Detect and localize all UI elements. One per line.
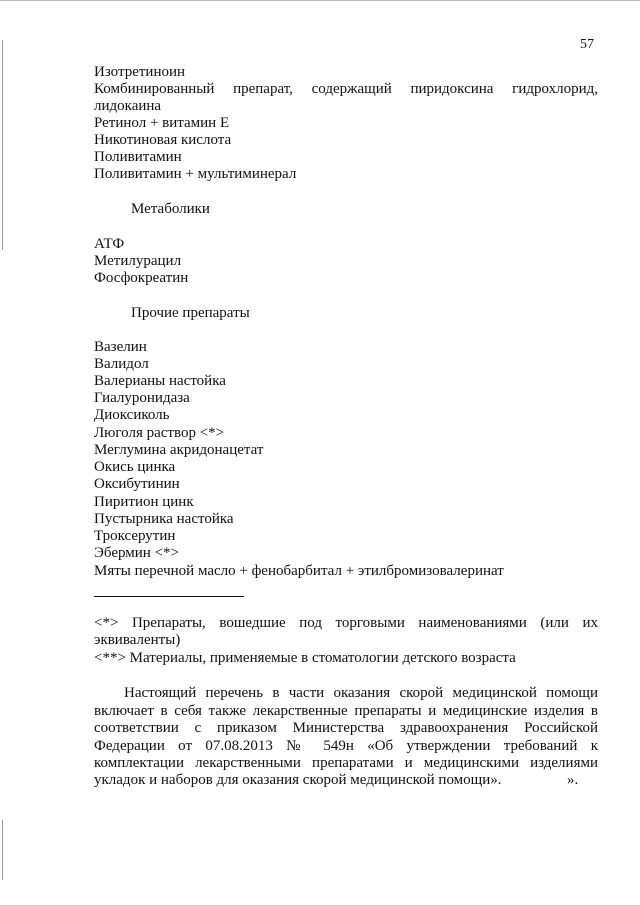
list-item: Изотретиноин — [94, 64, 186, 80]
closing-paragraph-line: включает в себя также лекарственные препараты и медицинские изделия в — [94, 703, 598, 719]
list-item: Фосфокреатин — [94, 270, 189, 286]
section-heading-other: Прочие препараты — [131, 305, 250, 321]
list-item: АТФ — [94, 236, 125, 252]
footnote-1-continued: эквиваленты) — [94, 632, 181, 648]
footnote-1: <*> Препараты, вошедшие под торговыми наименованиями (или их — [94, 615, 598, 631]
list-item: Оксибутинин — [94, 476, 180, 492]
list-item: Окись цинка — [94, 459, 176, 475]
closing-paragraph-line: комплектации лекарственными препаратами и медицинскими изделиями — [94, 755, 598, 771]
scan-left-edge-mark — [2, 40, 3, 250]
closing-paragraph-line: Федерации от 07.08.2013 № 549н «Об утверждении требований к — [94, 738, 598, 754]
footnote-2: <**> Материалы, применяемые в стоматологии детского возраста — [94, 650, 516, 666]
page-number: 57 — [580, 37, 594, 52]
list-item: Эбермин <*> — [94, 545, 179, 561]
list-item: Пиритион цинк — [94, 494, 194, 510]
section-heading-metabolics: Метаболики — [131, 201, 210, 217]
list-item: Ретинол + витамин Е — [94, 115, 230, 131]
list-item: Гиалуронидаза — [94, 390, 190, 406]
list-item: Пустырника настойка — [94, 511, 234, 527]
scan-top-edge — [0, 0, 640, 1]
closing-quote-mark: ». — [567, 772, 579, 788]
closing-paragraph-line: укладок и наборов для оказания скорой медицинской помощи». — [94, 772, 502, 788]
list-item: Комбинированный препарат, содержащий пиридоксина гидрохлорид, — [94, 81, 598, 97]
closing-paragraph-line: Настоящий перечень в части оказания скорой медицинской помощи — [124, 685, 598, 701]
closing-paragraph-line: соответствии с приказом Министерства здравоохранения Российской — [94, 720, 598, 736]
list-item: Мяты перечной масло + фенобарбитал + этилбромизовалеринат — [94, 563, 504, 579]
list-item: Люголя раствор <*> — [94, 425, 225, 441]
list-item: Меглумина акридонацетат — [94, 442, 264, 458]
list-item: Диоксиколь — [94, 407, 170, 423]
footnote-separator — [94, 596, 244, 597]
list-item: Валерианы настойка — [94, 373, 226, 389]
scan-left-edge-mark — [2, 820, 3, 880]
list-item: Троксерутин — [94, 528, 176, 544]
list-item: Валидол — [94, 356, 149, 372]
list-item: Поливитамин + мультиминерал — [94, 166, 297, 182]
list-item: Вазелин — [94, 339, 147, 355]
list-item: лидокаина — [94, 98, 162, 114]
list-item: Никотиновая кислота — [94, 132, 232, 148]
list-item: Поливитамин — [94, 149, 182, 165]
list-item: Метилурацил — [94, 253, 182, 269]
